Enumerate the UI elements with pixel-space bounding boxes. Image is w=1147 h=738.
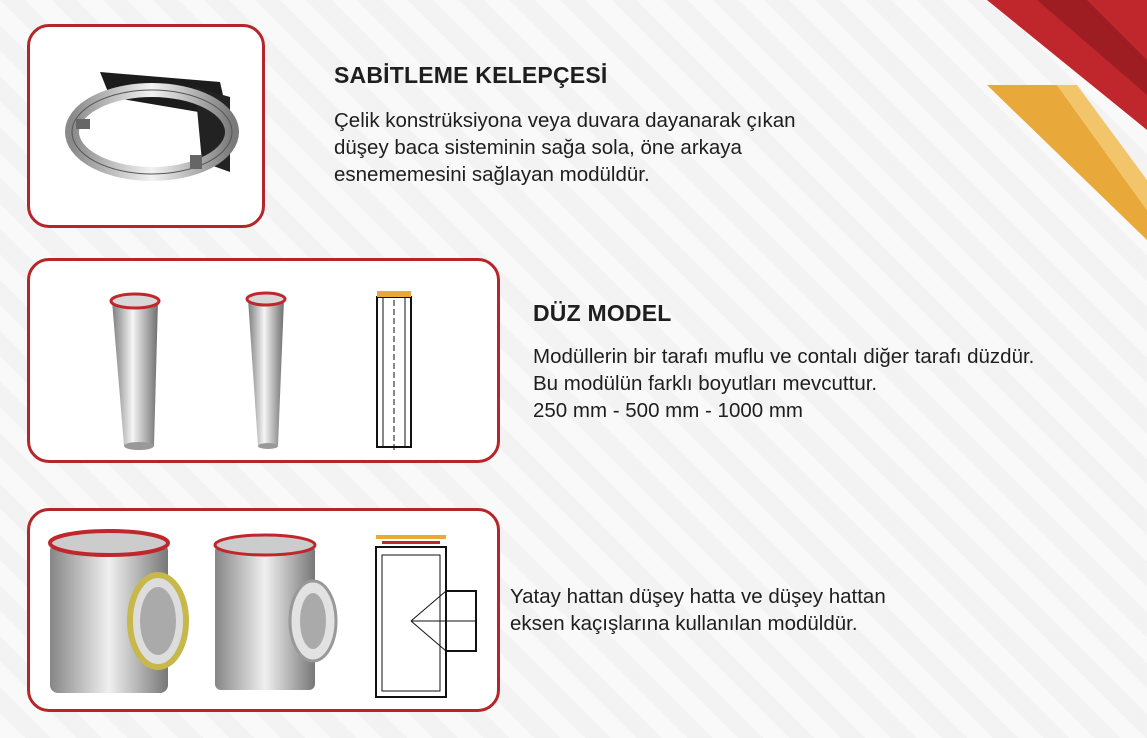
tee-model-description [510,583,886,637]
tee-pipe-icon [30,511,497,709]
clamp-description-line: düşey baca sisteminin sağa sola, öne arkaya [334,136,742,159]
corner-ribbon-decoration [947,0,1147,250]
straight-pipe-image-frame [27,258,500,463]
tee-pipe-image-frame [27,508,500,712]
straight-model-description-line: Modüllerin bir tarafı muflu ve contalı diğer tarafı düzdür. [533,345,1035,368]
clamp-image-frame [27,24,265,228]
wall-bracket-clamp-icon [30,27,262,225]
clamp-description-line: esnememesini sağlayan modüldür. [334,163,650,186]
clamp-description-line: Çelik konstrüksiyona veya duvara dayanarak çıkan [334,109,796,132]
straight-model-description-line: Bu modülün farklı boyutları mevcuttur. [533,372,878,395]
tee-model-description-line: eksen kaçışlarına kullanılan modüldür. [510,612,858,635]
clamp-title: SABİTLEME KELEPÇESİ [334,62,608,88]
straight-pipe-icon [30,261,497,460]
straight-model-description [533,343,1034,424]
straight-model-description-line: 250 mm - 500 mm - 1000 mm [533,399,803,422]
clamp-description [334,107,796,188]
tee-model-description-line: Yatay hattan düşey hatta ve düşey hattan [510,585,886,608]
straight-model-title: DÜZ MODEL [533,300,672,326]
